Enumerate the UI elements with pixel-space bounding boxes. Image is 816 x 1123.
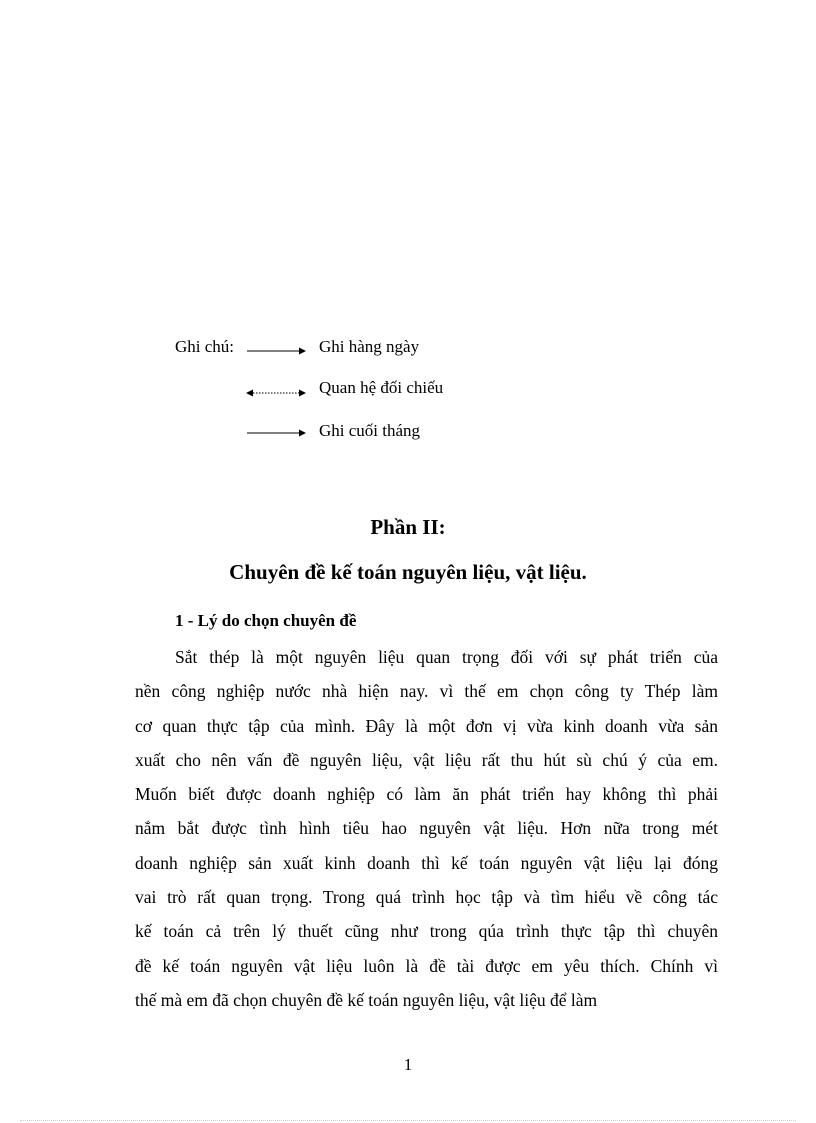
- solid-right-arrow-icon: [247, 346, 307, 356]
- paragraph-line: kế toán cả trên lý thuết cũng như trong qúa trình thực tập thì chuyên: [135, 921, 718, 942]
- topic-title: Chuyên đề kế toán nguyên liệu, vật liệu.: [229, 560, 587, 584]
- paragraph-line: nền công nghiệp nước nhà hiện nay. vì thế em chọn công ty Thép làm: [135, 681, 718, 702]
- solid-right-arrow-icon: [247, 428, 307, 438]
- dotted-double-arrow-icon: [246, 388, 307, 398]
- part-title: Phần II:: [370, 515, 446, 539]
- paragraph-line: đề kế toán nguyên vật liệu luôn là đề tài được em yêu thích. Chính vì: [135, 955, 718, 976]
- body-paragraph: [135, 640, 718, 1017]
- paragraph-line: Sắt thép là một nguyên liệu quan trọng đối với sự phát triển của: [175, 647, 718, 667]
- page-number: 1: [403, 1055, 413, 1074]
- paragraph-line: nắm bắt được tình hình tiêu hao nguyên vật liệu. Hơn nữa trong mét: [135, 818, 718, 839]
- paragraph-line: vai trò rất quan trọng. Trong quá trình học tập và tìm hiểu về công tác: [135, 887, 718, 908]
- paragraph-line: Muốn biết được doanh nghiệp có làm ăn phát triển hay không thì phải: [135, 784, 718, 805]
- legend-item-daily: Ghi hàng ngày: [319, 337, 420, 356]
- legend-item-monthly: Ghi cuối tháng: [319, 421, 421, 440]
- legend-label: Ghi chú:: [175, 337, 235, 356]
- paragraph-line: doanh nghiệp sản xuất kinh doanh thì kế toán nguyên vật liệu lại đóng: [135, 852, 718, 873]
- paragraph-line: thế mà em đã chọn chuyên đề kế toán nguyên liệu, vật liệu để làm: [135, 989, 598, 1010]
- paragraph-line: cơ quan thực tập của mình. Đây là một đơn vị vừa kinh doanh vừa sản: [135, 715, 718, 736]
- section-heading: 1 - Lý do chọn chuyên đề: [175, 611, 357, 630]
- legend-item-reconciliation: Quan hệ đối chiếu: [319, 378, 444, 397]
- paragraph-line: xuất cho nên vấn đề nguyên liệu, vật liệu rất thu hút sù chú ý của em.: [135, 749, 718, 770]
- page-bottom-divider: [20, 1120, 796, 1121]
